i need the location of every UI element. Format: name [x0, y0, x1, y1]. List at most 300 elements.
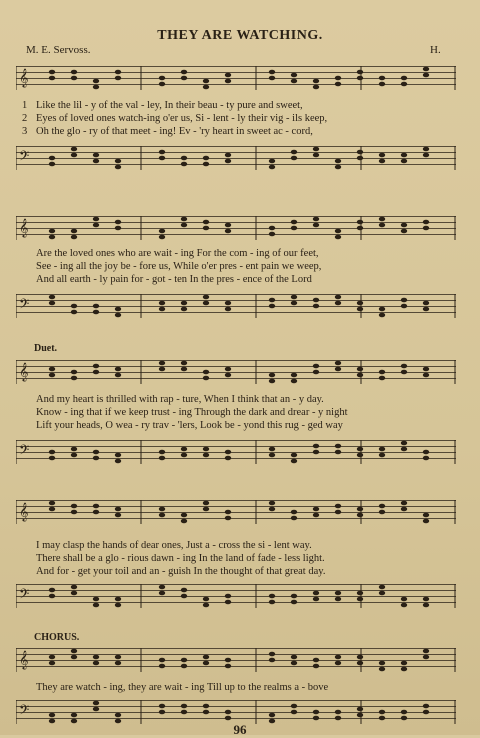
note-head	[93, 707, 99, 712]
note-head	[313, 513, 319, 518]
note-head	[313, 370, 319, 375]
note-head	[225, 301, 231, 306]
note-head	[181, 664, 187, 669]
note-head	[401, 603, 407, 608]
note-head	[313, 658, 319, 663]
note-head	[181, 710, 187, 715]
note-head	[379, 447, 385, 452]
note-head	[115, 367, 121, 372]
note-head	[269, 453, 275, 458]
note-head	[401, 710, 407, 715]
note-head	[357, 513, 363, 518]
clef-icon: 𝄞	[19, 650, 29, 669]
note-head	[159, 507, 165, 512]
note-head	[335, 510, 341, 515]
lyric-text: And all earth - ly pain for - got - ten In the pres - ence of the Lord	[36, 274, 312, 285]
note-head	[335, 159, 341, 164]
clef-icon: 𝄢	[19, 296, 30, 315]
note-head	[291, 704, 297, 709]
lyric-text: They are watch - ing, they are wait - ing Till up to the realms a - bove	[36, 682, 329, 693]
note-head	[379, 82, 385, 87]
clef-icon: 𝄢	[19, 148, 30, 167]
clef-icon: 𝄢	[19, 702, 30, 721]
note-head	[335, 367, 341, 372]
note-head	[269, 76, 275, 81]
note-head	[357, 661, 363, 666]
note-head	[401, 229, 407, 234]
note-head	[335, 361, 341, 366]
note-head	[203, 603, 209, 608]
note-head	[49, 295, 55, 300]
note-head	[181, 361, 187, 366]
note-head	[159, 150, 165, 155]
note-head	[93, 79, 99, 84]
note-head	[115, 159, 121, 164]
note-head	[115, 661, 121, 666]
note-head	[313, 364, 319, 369]
note-head	[423, 704, 429, 709]
note-head	[379, 223, 385, 228]
note-head	[401, 507, 407, 512]
note-head	[159, 456, 165, 461]
note-head	[335, 444, 341, 449]
note-head	[115, 70, 121, 75]
treble-staff	[16, 648, 456, 672]
note-head	[313, 710, 319, 715]
note-head	[225, 450, 231, 455]
note-head	[423, 73, 429, 78]
note-head	[49, 588, 55, 593]
note-head	[379, 453, 385, 458]
treble-staff	[16, 500, 456, 524]
lyric-line	[22, 113, 452, 125]
note-head	[71, 76, 77, 81]
note-head	[225, 73, 231, 78]
note-head	[269, 298, 275, 303]
note-head	[203, 376, 209, 381]
clef-icon: 𝄞	[19, 502, 29, 521]
note-head	[269, 159, 275, 164]
note-head	[335, 597, 341, 602]
note-head	[335, 295, 341, 300]
note-head	[225, 159, 231, 164]
note-head	[379, 370, 385, 375]
note-head	[423, 603, 429, 608]
lyric-text: Like the lil - y of the val - ley, In their beau - ty pure and sweet,	[36, 100, 303, 111]
note-head	[423, 456, 429, 461]
note-head	[225, 367, 231, 372]
note-head	[115, 453, 121, 458]
note-head	[71, 235, 77, 240]
note-head	[203, 301, 209, 306]
note-head	[181, 453, 187, 458]
note-head	[181, 367, 187, 372]
lyric-line	[22, 420, 452, 432]
note-head	[159, 307, 165, 312]
staff-lines	[16, 500, 456, 524]
note-head	[71, 376, 77, 381]
note-head	[379, 217, 385, 222]
clef-icon: 𝄞	[19, 68, 29, 87]
note-head	[357, 307, 363, 312]
note-head	[93, 159, 99, 164]
lyric-text: Know - ing that if we keep trust - ing Through the dark and drear - y night	[36, 407, 348, 418]
note-head	[71, 453, 77, 458]
note-head	[379, 710, 385, 715]
note-head	[71, 504, 77, 509]
note-head	[181, 594, 187, 599]
note-head	[423, 226, 429, 231]
note-head	[225, 710, 231, 715]
lyric-text: And my heart is thrilled with rap - ture, When I think that an - y day.	[36, 394, 324, 405]
note-head	[401, 364, 407, 369]
note-head	[423, 710, 429, 715]
note-head	[159, 235, 165, 240]
staff-lines	[16, 216, 456, 240]
note-head	[159, 591, 165, 596]
note-head	[49, 367, 55, 372]
note-head	[379, 313, 385, 318]
note-head	[313, 664, 319, 669]
note-head	[93, 456, 99, 461]
note-head	[93, 701, 99, 706]
lyric-line	[22, 407, 452, 419]
note-head	[379, 76, 385, 81]
note-head	[357, 367, 363, 372]
note-head	[401, 159, 407, 164]
note-head	[313, 217, 319, 222]
note-head	[269, 501, 275, 506]
note-head	[181, 76, 187, 81]
bass-staff	[16, 440, 456, 464]
note-head	[181, 658, 187, 663]
note-head	[401, 597, 407, 602]
note-head	[357, 150, 363, 155]
lyric-text: I may clasp the hands of dear ones, Just a - cross the si - lent way.	[36, 540, 312, 551]
lyric-line	[22, 248, 452, 260]
lyric-text: Are the loved ones who are wait - ing For the com - ing of our feet,	[36, 248, 319, 259]
note-head	[93, 655, 99, 660]
note-head	[291, 510, 297, 515]
note-head	[159, 82, 165, 87]
lyric-line	[22, 274, 452, 286]
note-head	[225, 79, 231, 84]
note-head	[93, 217, 99, 222]
note-head	[357, 156, 363, 161]
note-head	[49, 655, 55, 660]
note-head	[401, 304, 407, 309]
note-head	[71, 70, 77, 75]
note-head	[159, 513, 165, 518]
note-head	[115, 713, 121, 718]
note-head	[225, 229, 231, 234]
bass-staff	[16, 146, 456, 170]
note-head	[203, 501, 209, 506]
note-head	[401, 667, 407, 672]
note-head	[357, 70, 363, 75]
note-head	[225, 223, 231, 228]
note-head	[357, 597, 363, 602]
note-head	[335, 710, 341, 715]
lyric-line	[22, 261, 452, 273]
note-head	[335, 301, 341, 306]
note-head	[159, 664, 165, 669]
note-head	[401, 82, 407, 87]
note-head	[181, 156, 187, 161]
note-head	[225, 664, 231, 669]
note-head	[93, 310, 99, 315]
note-head	[291, 710, 297, 715]
clef-icon: 𝄞	[19, 362, 29, 381]
note-head	[401, 501, 407, 506]
note-head	[115, 655, 121, 660]
treble-staff	[16, 216, 456, 240]
note-head	[71, 655, 77, 660]
note-head	[49, 661, 55, 666]
note-head	[71, 310, 77, 315]
note-head	[335, 235, 341, 240]
note-head	[269, 507, 275, 512]
note-head	[357, 453, 363, 458]
lyric-line	[22, 540, 452, 552]
note-head	[203, 370, 209, 375]
lyric-line	[22, 553, 452, 565]
treble-staff	[16, 66, 456, 90]
note-head	[313, 444, 319, 449]
note-head	[71, 147, 77, 152]
note-head	[379, 307, 385, 312]
note-head	[357, 373, 363, 378]
lyric-line	[22, 394, 452, 406]
note-head	[159, 76, 165, 81]
note-head	[313, 79, 319, 84]
lyric-text: See - ing all the joy be - fore us, While o'er pres - ent pain we weep,	[36, 261, 322, 272]
note-head	[423, 519, 429, 524]
verse-number: 3	[22, 126, 28, 137]
lyric-text: And for - get your toil and an - guish In the thought of that great day.	[36, 566, 326, 577]
note-head	[71, 447, 77, 452]
note-head	[49, 507, 55, 512]
note-head	[291, 453, 297, 458]
note-head	[203, 655, 209, 660]
note-head	[357, 713, 363, 718]
note-head	[335, 82, 341, 87]
note-head	[269, 70, 275, 75]
note-head	[49, 373, 55, 378]
note-head	[357, 447, 363, 452]
note-head	[49, 456, 55, 461]
note-head	[313, 716, 319, 721]
note-head	[159, 367, 165, 372]
staff-lines	[16, 294, 456, 318]
note-head	[115, 513, 121, 518]
staff-lines	[16, 360, 456, 384]
note-head	[379, 153, 385, 158]
note-head	[93, 85, 99, 90]
note-head	[291, 226, 297, 231]
note-head	[269, 713, 275, 718]
note-head	[49, 235, 55, 240]
verse-number: 1	[22, 100, 28, 111]
note-head	[181, 513, 187, 518]
note-head	[401, 370, 407, 375]
note-head	[181, 223, 187, 228]
note-head	[49, 450, 55, 455]
note-head	[93, 510, 99, 515]
note-head	[335, 655, 341, 660]
note-head	[335, 661, 341, 666]
note-head	[357, 301, 363, 306]
note-head	[181, 447, 187, 452]
lyric-text: Oh the glo - ry of that meet - ing! Ev - 'ry heart in sweet ac - cord,	[36, 126, 313, 137]
bass-staff	[16, 294, 456, 318]
note-head	[269, 658, 275, 663]
note-head	[181, 307, 187, 312]
note-head	[115, 313, 121, 318]
treble-staff	[16, 360, 456, 384]
note-head	[423, 301, 429, 306]
note-head	[71, 304, 77, 309]
note-head	[159, 710, 165, 715]
note-head	[313, 85, 319, 90]
note-head	[181, 704, 187, 709]
note-head	[203, 226, 209, 231]
note-head	[291, 73, 297, 78]
staff-lines	[16, 66, 456, 90]
note-head	[71, 153, 77, 158]
note-head	[423, 367, 429, 372]
lyric-line	[22, 100, 452, 112]
note-head	[291, 373, 297, 378]
note-head	[181, 70, 187, 75]
note-head	[313, 223, 319, 228]
note-head	[357, 226, 363, 231]
note-head	[93, 504, 99, 509]
note-head	[159, 229, 165, 234]
note-head	[71, 591, 77, 596]
note-head	[115, 507, 121, 512]
note-head	[225, 658, 231, 663]
note-head	[203, 507, 209, 512]
note-head	[423, 597, 429, 602]
note-head	[203, 220, 209, 225]
note-head	[159, 585, 165, 590]
note-head	[357, 655, 363, 660]
note-head	[313, 304, 319, 309]
meter-mark: H.	[430, 44, 441, 56]
note-head	[423, 153, 429, 158]
note-head	[159, 450, 165, 455]
note-head	[159, 361, 165, 366]
note-head	[379, 504, 385, 509]
verse-number: 2	[22, 113, 28, 124]
note-head	[335, 165, 341, 170]
note-head	[269, 232, 275, 237]
note-head	[115, 373, 121, 378]
note-head	[335, 229, 341, 234]
note-head	[269, 379, 275, 384]
note-head	[313, 597, 319, 602]
note-head	[291, 655, 297, 660]
bass-staff	[16, 700, 456, 724]
note-head	[379, 159, 385, 164]
note-head	[335, 76, 341, 81]
lyric-line	[22, 566, 452, 578]
lyric-line	[22, 126, 452, 138]
note-head	[71, 713, 77, 718]
note-head	[203, 710, 209, 715]
composer-credit: M. E. Servoss.	[26, 44, 91, 56]
note-head	[379, 585, 385, 590]
note-head	[181, 162, 187, 167]
note-head	[423, 307, 429, 312]
note-head	[203, 79, 209, 84]
note-head	[225, 516, 231, 521]
note-head	[313, 450, 319, 455]
note-head	[401, 223, 407, 228]
note-head	[269, 373, 275, 378]
note-head	[357, 76, 363, 81]
note-head	[93, 223, 99, 228]
section-label: Duet.	[34, 343, 58, 354]
note-head	[49, 501, 55, 506]
note-head	[423, 655, 429, 660]
note-head	[269, 594, 275, 599]
note-head	[93, 603, 99, 608]
note-head	[269, 226, 275, 231]
note-head	[93, 450, 99, 455]
note-head	[115, 603, 121, 608]
note-head	[379, 376, 385, 381]
note-head	[357, 707, 363, 712]
note-head	[93, 370, 99, 375]
note-head	[269, 165, 275, 170]
note-head	[291, 594, 297, 599]
clef-icon: 𝄞	[19, 218, 29, 237]
note-head	[313, 507, 319, 512]
note-head	[423, 67, 429, 72]
staff-lines	[16, 146, 456, 170]
section-label: CHORUS.	[34, 632, 80, 643]
note-head	[93, 153, 99, 158]
note-head	[115, 76, 121, 81]
note-head	[269, 652, 275, 657]
note-head	[159, 156, 165, 161]
note-head	[203, 162, 209, 167]
note-head	[225, 456, 231, 461]
note-head	[49, 70, 55, 75]
note-head	[181, 301, 187, 306]
note-head	[203, 704, 209, 709]
note-head	[379, 510, 385, 515]
staff-lines	[16, 648, 456, 672]
note-head	[49, 76, 55, 81]
note-head	[225, 600, 231, 605]
note-head	[49, 594, 55, 599]
note-head	[357, 507, 363, 512]
note-head	[335, 450, 341, 455]
note-head	[93, 304, 99, 309]
bass-staff	[16, 584, 456, 608]
note-head	[291, 379, 297, 384]
staff-lines	[16, 700, 456, 724]
note-head	[181, 217, 187, 222]
note-head	[71, 510, 77, 515]
note-head	[269, 447, 275, 452]
note-head	[291, 156, 297, 161]
note-head	[93, 364, 99, 369]
note-head	[269, 304, 275, 309]
